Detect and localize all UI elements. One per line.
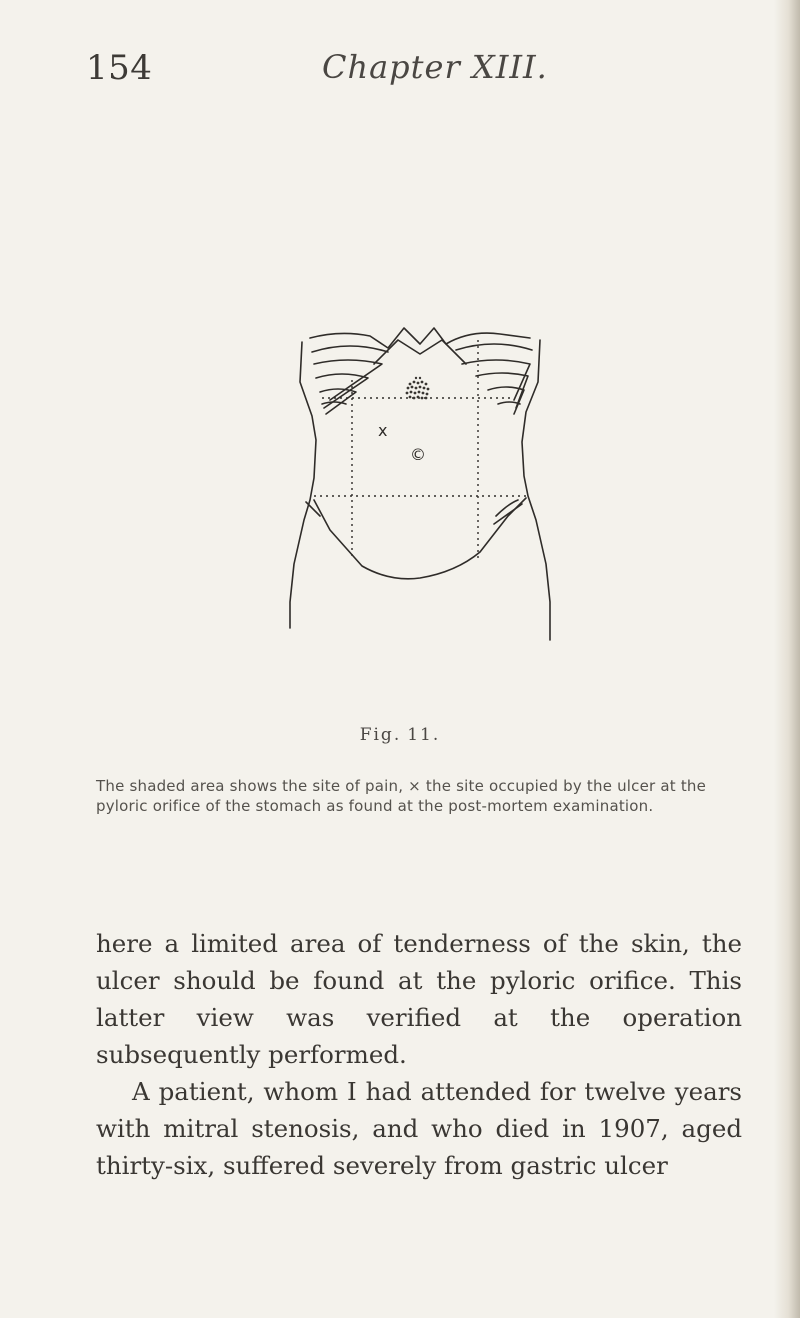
left-body-outline <box>290 342 316 628</box>
right-rib-1 <box>456 344 532 350</box>
page-header <box>0 48 800 98</box>
page-number: 154 <box>86 48 153 88</box>
left-rib-1 <box>312 346 388 352</box>
figure-label-number: 11. <box>407 725 441 745</box>
running-head: Chapter XIII. <box>322 48 548 86</box>
page-edge-shadow <box>774 0 800 1318</box>
left-rib-5 <box>322 402 346 404</box>
right-inner-arc <box>496 500 518 516</box>
right-rib-2 <box>462 360 530 400</box>
right-body-outline <box>522 340 550 640</box>
paragraph-2: A patient, whom I had attended for twelve years with mitral stenosis, and who died in 1907, aged thirty-six, suffered severely from gastric ulcer <box>96 1077 742 1180</box>
paragraph-1: here a limited area of tenderness of the skin, the ulcer should be found at the pyloric orifice. This latter view was verified at the operation subsequently performed. <box>96 929 742 1069</box>
right-rib-5 <box>498 402 520 404</box>
pain-marker: x <box>378 421 388 440</box>
ulcer-marker: © <box>410 445 426 464</box>
figure-label-prefix: Fig. <box>359 725 402 745</box>
figure-11 <box>270 320 570 650</box>
shaded-pain-area <box>406 377 430 400</box>
figure-caption: The shaded area shows the site of pain, × the site occupied by the ulcer at the pyloric orifice of the stomach as found at the post-mortem examination. <box>96 777 707 815</box>
abdomen-diagram <box>270 320 570 650</box>
upper-chest-line <box>310 328 530 348</box>
body-text <box>96 925 742 1184</box>
lower-abdomen-curve <box>314 498 526 579</box>
figure-label <box>0 725 800 745</box>
left-rib-2 <box>314 360 382 400</box>
